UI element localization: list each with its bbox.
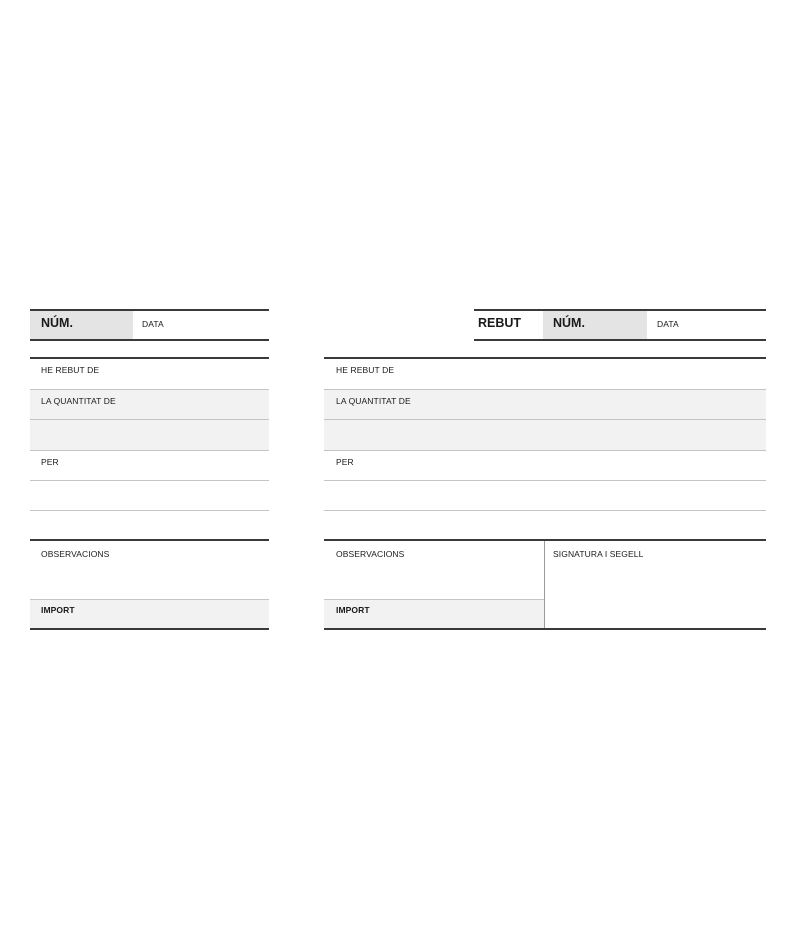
receipt-import-field[interactable]: [375, 601, 542, 626]
stub-date-field[interactable]: [170, 313, 266, 337]
receipt-observations-label: OBSERVACIONS: [336, 549, 405, 559]
stub-header-top-rule: [30, 309, 269, 311]
stub-observations-label: OBSERVACIONS: [41, 549, 110, 559]
receipt-date-field[interactable]: [684, 313, 763, 337]
receipt-received-from-field[interactable]: [395, 360, 763, 388]
stub-header-bottom-rule: [30, 339, 269, 341]
stub-num-label: NÚM.: [41, 316, 73, 330]
receipt-amount-label: LA QUANTITAT DE: [336, 396, 411, 406]
receipt-amount-field-2[interactable]: [326, 421, 763, 449]
receipt-for-field-2[interactable]: [326, 482, 763, 509]
stub-import-field[interactable]: [80, 601, 266, 626]
receipt-num-field[interactable]: [594, 313, 644, 337]
stub-row-rule: [30, 450, 269, 451]
receipt-observations-rule: [324, 539, 766, 541]
stub-amount-field-2[interactable]: [32, 421, 266, 449]
receipt-signature-label: SIGNATURA I SEGELL: [553, 549, 644, 559]
receipt-header-bottom-rule: [474, 339, 766, 341]
stub-received-from-label: HE REBUT DE: [41, 365, 100, 375]
receipt-row-rule: [324, 480, 766, 481]
stub-body-top-rule: [30, 357, 269, 359]
stub-for-label: PER: [41, 457, 59, 467]
stub-for-field-3[interactable]: [32, 512, 266, 538]
stub-received-from-field[interactable]: [100, 360, 266, 388]
stub-import-label: IMPORT: [41, 605, 75, 615]
receipt-import-label: IMPORT: [336, 605, 370, 615]
receipt-date-label: DATA: [657, 319, 679, 329]
stub-row-rule: [30, 510, 269, 511]
receipt-body-top-rule: [324, 357, 766, 359]
stub-row-rule: [30, 419, 269, 420]
receipt-num-label: NÚM.: [553, 316, 585, 330]
stub-date-label: DATA: [142, 319, 164, 329]
receipt-signature-divider: [544, 541, 545, 628]
receipt-for-field[interactable]: [355, 452, 763, 479]
receipt-for-label: PER: [336, 457, 354, 467]
stub-amount-label: LA QUANTITAT DE: [41, 396, 116, 406]
receipt-observations-field[interactable]: [326, 562, 542, 597]
receipt-amount-field[interactable]: [410, 391, 763, 419]
receipt-signature-field[interactable]: [547, 562, 763, 626]
receipt-title: REBUT: [478, 316, 522, 330]
stub-for-field[interactable]: [60, 452, 266, 479]
receipt-header-top-rule: [474, 309, 766, 311]
stub-num-field[interactable]: [82, 313, 130, 337]
stub-bottom-rule: [30, 628, 269, 630]
stub-observations-rule: [30, 539, 269, 541]
receipt-bottom-rule: [324, 628, 766, 630]
receipt-row-rule: [324, 510, 766, 511]
receipt-row-rule: [324, 419, 766, 420]
receipt-received-from-label: HE REBUT DE: [336, 365, 395, 375]
stub-row-rule: [30, 480, 269, 481]
stub-amount-field[interactable]: [115, 391, 266, 419]
stub-for-field-2[interactable]: [32, 482, 266, 509]
receipt-row-rule: [324, 450, 766, 451]
stub-observations-field[interactable]: [32, 562, 266, 597]
receipt-for-field-3[interactable]: [326, 512, 763, 538]
